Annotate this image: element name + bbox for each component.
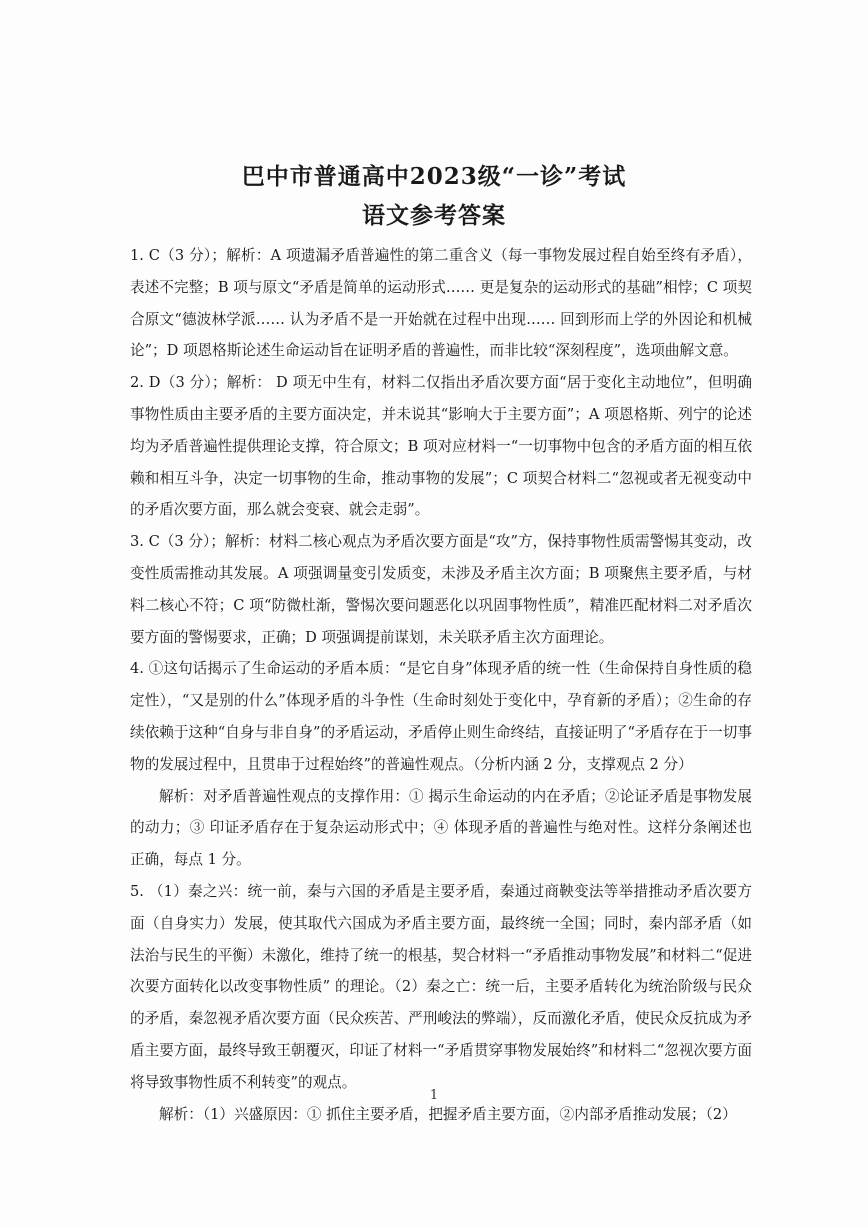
answer-q5-analysis: 解析：（1）兴盛原因：① 抓住主要矛盾，把握矛盾主要方面，②内部矛盾推动发展；（2） bbox=[159, 1105, 737, 1123]
answer-q1: 1. C（3 分）；解析：A 项遗漏矛盾普遍性的第二重含义（每一事物发展过程自始至终有矛盾），表述不完整；B 项与原文“矛盾是简单的运动形式…… 更是复杂的运动形式的基础”相悖；C 项契合原文“德波林学派…… 认为矛盾不是一开始就在过程中出现…… 回到形而上学的外因论和机械论”；D 项恩格斯论述生命运动旨在证明矛盾的普遍性，而非比较“深刻程度”，选项曲解文意。 bbox=[130, 247, 752, 360]
document-subtitle: 语文参考答案 bbox=[362, 202, 506, 229]
answer-q4: 4. ①这句话揭示了生命运动的矛盾本质：“是它自身”体现矛盾的统一性（生命保持自身性质的稳定性），“又是别的什么”体现矛盾的斗争性（生命时刻处于变化中，孕育新的矛盾）；②生命的存续依赖于这种“自身与非自身”的矛盾运动，矛盾停止则生命终结，直接证明了“矛盾存在于一切事物的发展过程中，且贯串于过程始终”的普遍性观点。（分析内涵 2 分，支撑观点 2 分） bbox=[130, 660, 752, 773]
answer-q4-analysis: 解析：对矛盾普遍性观点的支撑作用：① 揭示生命运动的内在矛盾；②论证矛盾是事物发展的动力；③ 印证矛盾存在于复杂运动形式中；④ 体现矛盾的普遍性与绝对性。这样分条阐述也正确，每点 1 分。 bbox=[130, 787, 752, 869]
exam-title: 巴中市普通高中2023级“一诊”考试 bbox=[241, 163, 627, 190]
page-number: 1 bbox=[429, 1088, 439, 1103]
answer-body bbox=[130, 240, 752, 1130]
answer-q2: 2. D（3 分）；解析： D 项无中生有，材料二仅指出矛盾次要方面“居于变化主动地位”，但明确事物性质由主要矛盾的主要方面决定，并未说其“影响大于主要方面”；A 项恩格斯、列宁的论述均为矛盾普遍性提供理论支撑，符合原文；B 项对应材料一“一切事物中包含的矛盾方面的相互依赖和相互斗争，决定一切事物的生命，推动事物的发展”；C 项契合材料二“忽视或者无视变动中的矛盾次要方面，那么就会变衰、就会走弱”。 bbox=[130, 374, 752, 519]
answer-q5: 5. （1）秦之兴：统一前，秦与六国的矛盾是主要矛盾，秦通过商鞅变法等举措推动矛盾次要方面（自身实力）发展，使其取代六国成为矛盾主要方面，最终统一全国；同时，秦内部矛盾（如法治与民生的平衡）未激化，维持了统一的根基，契合材料一“矛盾推动事物发展”和材料二“促进次要方面转化以改变事物性质” 的理论。（2）秦之亡：统一后，主要矛盾转化为统治阶级与民众的矛盾，秦忽视矛盾次要方面（民众疾苦、严刑峻法的弊端），反而激化矛盾，使民众反抗成为矛盾主要方面，最终导致王朝覆灭，印证了材料一“矛盾贯穿事物发展始终”和材料二“忽视次要方面将导致事物性质不利转变”的观点。 bbox=[130, 882, 752, 1091]
answer-q3: 3. C（3 分）；解析：材料二核心观点为矛盾次要方面是“攻”方，保持事物性质需警惕其变动，改变性质需推动其发展。A 项强调量变引发质变，未涉及矛盾主次方面；B 项聚焦主要矛盾，与材料二核心不符；C 项“防微杜渐，警惕次要问题恶化以巩固事物性质”，精准匹配材料二对矛盾次要方面的警惕要求，正确；D 项强调提前谋划，未关联矛盾主次方面理论。 bbox=[130, 533, 752, 646]
